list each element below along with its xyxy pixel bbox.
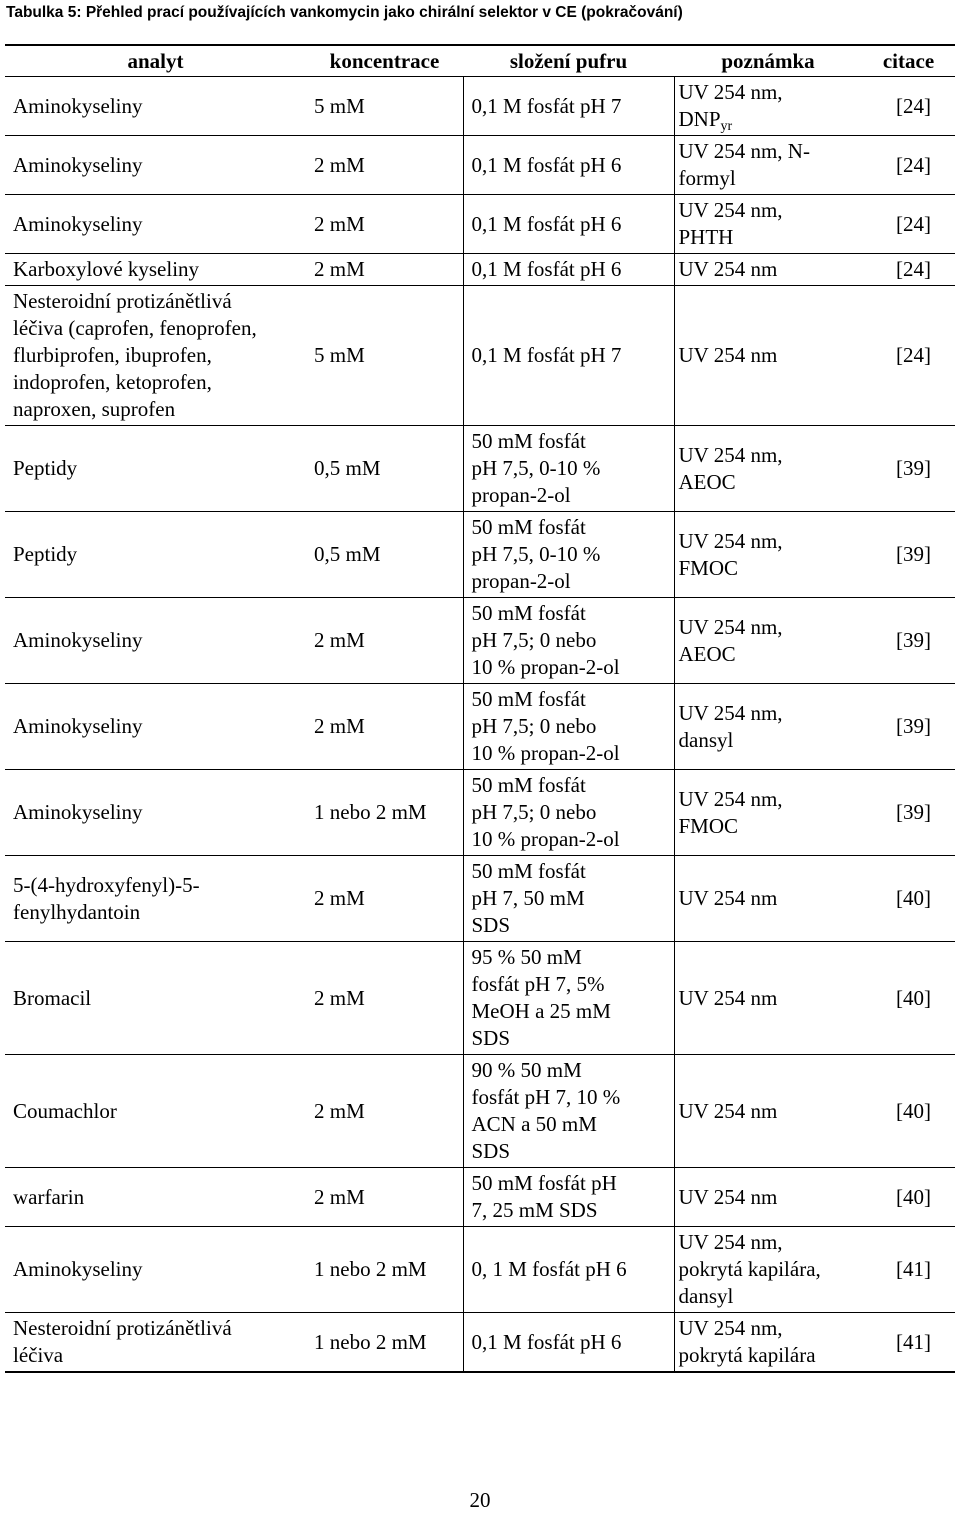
data-table (5, 44, 955, 1373)
cell-line: 5 mM (314, 93, 365, 118)
cell-analyt (5, 1313, 306, 1373)
cell-citace: [39] (862, 598, 955, 684)
cell-line: Coumachlor (13, 1098, 117, 1123)
cell-koncentrace (306, 512, 463, 598)
header-pufr: složení pufru (463, 45, 674, 77)
cell-poznamka (674, 512, 862, 598)
cell-koncentrace (306, 942, 463, 1055)
table-row (5, 195, 955, 254)
cell-line: AEOC (678, 641, 736, 666)
cell-analyt (5, 426, 306, 512)
cell-citace: [24] (862, 286, 955, 426)
cell-analyt (5, 942, 306, 1055)
cell-poznamka (674, 426, 862, 512)
cell-line: 50 mM fosfát pH (471, 1171, 617, 1195)
table-row (5, 1055, 955, 1168)
cell-line: Peptidy (13, 456, 78, 480)
cell-line: PHTH (678, 225, 734, 249)
cell-line: 2 mM (314, 985, 365, 1010)
cell-line: 50 mM fosfát (471, 601, 586, 625)
cell-citace: [41] (862, 1313, 955, 1373)
cell-analyt (5, 254, 306, 286)
table-row (5, 286, 955, 426)
cell-analyt (5, 770, 306, 856)
cell-line: pokrytá kapilára (678, 1343, 816, 1367)
cell-line: 5-(4-hydroxyfenyl)-5- (13, 872, 200, 897)
cell-citace: [41] (862, 1227, 955, 1313)
cell-line: dansyl (678, 1284, 734, 1308)
cell-line: 50 mM fosfát (471, 773, 586, 797)
table-row (5, 426, 955, 512)
cell-line: UV 254 nm, (678, 1230, 783, 1254)
cell-line: flurbiprofen, ibuprofen, (13, 343, 212, 367)
cell-line: dansyl (678, 727, 734, 752)
cell-poznamka (674, 1055, 862, 1168)
cell-line: ACN a 50 mM (471, 1112, 597, 1136)
cell-line: pH 7,5; 0 nebo (471, 800, 597, 824)
cell-line: Aminokyseliny (13, 800, 143, 824)
cell-line: propan-2-ol (471, 569, 571, 593)
cell-citace: [40] (862, 942, 955, 1055)
cell-line: pokrytá kapilára, (678, 1257, 821, 1281)
cell-line: 0,1 M fosfát pH 7 (471, 343, 622, 367)
cell-line: 2 mM (314, 152, 365, 177)
cell-poznamka (674, 1168, 862, 1227)
cell-line: Karboxylové kyseliny (13, 257, 200, 281)
cell-line: UV 254 nm (678, 1184, 778, 1209)
cell-pufr (463, 1313, 674, 1373)
cell-line: 90 % 50 mM (471, 1058, 582, 1082)
cell-line: Aminokyseliny (13, 152, 143, 177)
cell-line: 2 mM (314, 211, 365, 236)
cell-line: 50 mM fosfát (471, 687, 586, 711)
cell-line: 0,1 M fosfát pH 6 (471, 152, 622, 177)
cell-line: pH 7,5, 0-10 % (471, 542, 601, 566)
cell-line: 10 % propan-2-ol (471, 827, 620, 851)
header-analyt: analyt (5, 45, 306, 77)
cell-line: 2 mM (314, 1098, 365, 1123)
cell-line: 5 mM (314, 343, 365, 367)
cell-pufr (463, 684, 674, 770)
cell-line: 10 % propan-2-ol (471, 741, 620, 765)
cell-line: 0,1 M fosfát pH 6 (471, 211, 622, 236)
table-row (5, 1313, 955, 1373)
cell-line: 50 mM fosfát (471, 859, 586, 883)
cell-line: 0,1 M fosfát pH 6 (471, 257, 622, 281)
cell-line: SDS (471, 913, 511, 937)
cell-line: Aminokyseliny (13, 628, 143, 652)
cell-analyt (5, 286, 306, 426)
cell-line: Nesteroidní protizánětlivá (13, 1316, 232, 1340)
cell-line: Aminokyseliny (13, 714, 143, 738)
table-row (5, 770, 955, 856)
cell-koncentrace (306, 1313, 463, 1373)
cell-line: 2 mM (314, 257, 365, 281)
cell-citace: [39] (862, 684, 955, 770)
cell-citace: [39] (862, 770, 955, 856)
cell-poznamka (674, 286, 862, 426)
cell-line: SDS (471, 1026, 511, 1050)
cell-line: AEOC (678, 469, 736, 494)
cell-koncentrace (306, 1227, 463, 1313)
cell-line: Nesteroidní protizánětlivá (13, 289, 232, 313)
cell-line: UV 254 nm, (678, 614, 783, 639)
cell-line: fosfát pH 7, 10 % (471, 1085, 621, 1109)
cell-line: warfarin (13, 1184, 85, 1209)
cell-koncentrace (306, 286, 463, 426)
cell-line: FMOC (678, 555, 739, 580)
cell-line: UV 254 nm (678, 257, 778, 281)
cell-line: propan-2-ol (471, 483, 571, 507)
cell-koncentrace (306, 1055, 463, 1168)
cell-line: 2 mM (314, 886, 365, 910)
table-row (5, 512, 955, 598)
cell-analyt (5, 684, 306, 770)
cell-analyt (5, 598, 306, 684)
cell-line: UV 254 nm, (678, 198, 783, 222)
cell-line: 50 mM fosfát (471, 429, 586, 453)
cell-line: UV 254 nm (678, 1098, 778, 1123)
cell-citace: [24] (862, 136, 955, 195)
cell-pufr (463, 254, 674, 286)
cell-poznamka (674, 684, 862, 770)
cell-pufr (463, 856, 674, 942)
cell-pufr (463, 286, 674, 426)
header-poznamka: poznámka (674, 45, 862, 77)
table-header-row (5, 45, 955, 77)
header-citace: citace (862, 45, 955, 77)
cell-line: fenylhydantoin (13, 899, 141, 924)
cell-line: UV 254 nm, (678, 700, 783, 725)
cell-koncentrace (306, 770, 463, 856)
cell-line: léčiva (13, 1343, 64, 1367)
cell-line: UV 254 nm, (678, 442, 783, 467)
cell-pufr (463, 1055, 674, 1168)
cell-analyt (5, 1055, 306, 1168)
table-row (5, 254, 955, 286)
cell-analyt (5, 136, 306, 195)
cell-line: 0,5 mM (314, 542, 381, 566)
cell-pufr (463, 942, 674, 1055)
cell-line: 2 mM (314, 1184, 365, 1209)
cell-line: Aminokyseliny (13, 211, 143, 236)
cell-line: MeOH a 25 mM (471, 999, 611, 1023)
cell-poznamka (674, 195, 862, 254)
cell-line: pH 7,5, 0-10 % (471, 456, 601, 480)
cell-koncentrace (306, 598, 463, 684)
cell-line: pH 7,5; 0 nebo (471, 714, 597, 738)
cell-poznamka (674, 942, 862, 1055)
cell-poznamka (674, 1313, 862, 1373)
cell-analyt (5, 1227, 306, 1313)
subscript: yr (720, 119, 733, 134)
cell-line: 10 % propan-2-ol (471, 655, 620, 679)
cell-line: 0, 1 M fosfát pH 6 (471, 1257, 627, 1281)
cell-koncentrace (306, 1168, 463, 1227)
cell-line: pH 7, 50 mM (471, 886, 585, 910)
cell-poznamka (674, 254, 862, 286)
table-row (5, 598, 955, 684)
cell-line: Peptidy (13, 542, 78, 566)
cell-pufr (463, 426, 674, 512)
cell-line: 0,5 mM (314, 456, 381, 480)
cell-citace: [24] (862, 195, 955, 254)
cell-line: FMOC (678, 813, 739, 838)
cell-line: léčiva (caprofen, fenoprofen, (13, 316, 257, 340)
cell-line: 2 mM (314, 628, 365, 652)
cell-koncentrace (306, 684, 463, 770)
page-number: 20 (469, 1488, 491, 1512)
cell-line: 50 mM fosfát (471, 515, 586, 539)
cell-line: pH 7,5; 0 nebo (471, 628, 597, 652)
cell-poznamka (674, 1227, 862, 1313)
table-row (5, 684, 955, 770)
cell-pufr (463, 195, 674, 254)
cell-koncentrace (306, 856, 463, 942)
cell-pufr (463, 770, 674, 856)
cell-pufr (463, 136, 674, 195)
table-row (5, 77, 955, 136)
cell-analyt (5, 856, 306, 942)
table-body (5, 77, 955, 1373)
cell-koncentrace (306, 195, 463, 254)
cell-line: 1 nebo 2 mM (314, 1257, 427, 1281)
cell-line: 0,1 M fosfát pH 6 (471, 1329, 622, 1354)
cell-pufr (463, 512, 674, 598)
cell-line: UV 254 nm, (678, 528, 783, 553)
cell-line: UV 254 nm, (678, 786, 783, 811)
cell-pufr (463, 1227, 674, 1313)
cell-citace: [39] (862, 426, 955, 512)
cell-line: DNP (678, 107, 721, 131)
cell-line: SDS (471, 1139, 511, 1163)
cell-pufr (463, 77, 674, 136)
cell-line: UV 254 nm (678, 886, 778, 910)
cell-analyt (5, 195, 306, 254)
cell-line: Aminokyseliny (13, 93, 143, 118)
cell-koncentrace (306, 426, 463, 512)
cell-pufr (463, 598, 674, 684)
cell-koncentrace (306, 136, 463, 195)
cell-analyt (5, 77, 306, 136)
table-row (5, 1227, 955, 1313)
cell-koncentrace (306, 254, 463, 286)
cell-line: 2 mM (314, 714, 365, 738)
cell-line: 1 nebo 2 mM (314, 800, 427, 824)
cell-line: 95 % 50 mM (471, 945, 582, 969)
cell-line: UV 254 nm, N- (678, 139, 810, 163)
cell-line: fosfát pH 7, 5% (471, 972, 605, 996)
cell-poznamka (674, 856, 862, 942)
cell-poznamka (674, 136, 862, 195)
cell-pufr (463, 1168, 674, 1227)
header-koncentrace: koncentrace (306, 45, 463, 77)
table-row (5, 1168, 955, 1227)
cell-poznamka (674, 770, 862, 856)
cell-analyt (5, 512, 306, 598)
cell-line: 7, 25 mM SDS (471, 1198, 598, 1222)
cell-koncentrace (306, 77, 463, 136)
cell-line: naproxen, suprofen (13, 397, 176, 421)
cell-citace: [24] (862, 254, 955, 286)
cell-line: formyl (678, 166, 736, 190)
cell-citace: [40] (862, 1055, 955, 1168)
cell-line: 0,1 M fosfát pH 7 (471, 93, 622, 118)
cell-line: Bromacil (13, 985, 92, 1010)
table-row (5, 856, 955, 942)
table-row (5, 942, 955, 1055)
table-caption: Tabulka 5: Přehled prací používajících vankomycin jako chirální selektor v CE (pokračování) (6, 4, 683, 21)
cell-citace: [39] (862, 512, 955, 598)
cell-line: UV 254 nm, (678, 80, 783, 104)
table-row (5, 136, 955, 195)
cell-citace: [24] (862, 77, 955, 136)
cell-line: UV 254 nm (678, 343, 778, 367)
cell-poznamka (674, 598, 862, 684)
cell-line: UV 254 nm, (678, 1316, 783, 1340)
cell-poznamka (674, 77, 862, 136)
cell-analyt (5, 1168, 306, 1227)
cell-citace: [40] (862, 1168, 955, 1227)
cell-line: indoprofen, ketoprofen, (13, 370, 212, 394)
cell-line: UV 254 nm (678, 985, 778, 1010)
cell-line: 1 nebo 2 mM (314, 1329, 427, 1354)
cell-line: Aminokyseliny (13, 1257, 143, 1281)
cell-citace: [40] (862, 856, 955, 942)
